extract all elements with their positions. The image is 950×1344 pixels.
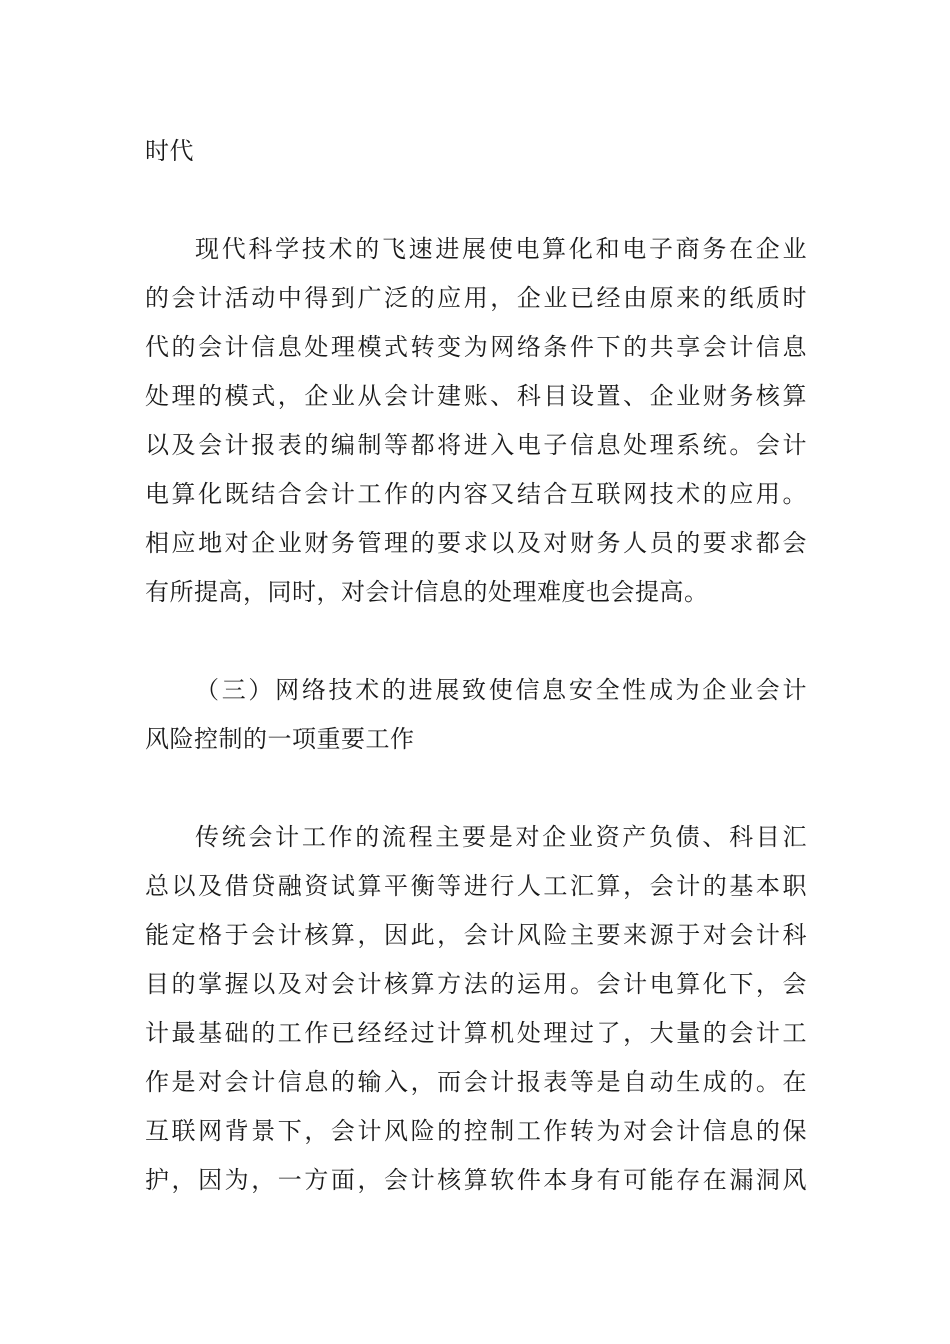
paragraph-2	[145, 813, 807, 1205]
paragraph-gap	[145, 617, 807, 666]
section-heading-line: （三）网络技术的进展致使信息安全性成为企业会计	[195, 676, 807, 704]
paragraph-line: 有所提高，同时，对会计信息的处理难度也会提高。	[145, 578, 709, 606]
paragraph-line: 现代科学技术的飞速进展使电算化和电子商务在企业	[195, 235, 807, 263]
document-page	[145, 0, 807, 1205]
paragraph-1	[145, 225, 807, 617]
paragraph-line: 计最基础的工作已经经过计算机处理过了，大量的会计工	[145, 1019, 807, 1047]
paragraph-line: 传统会计工作的流程主要是对企业资产负债、科目汇	[195, 823, 807, 851]
paragraph-line: 能定格于会计核算，因此，会计风险主要来源于对会计科	[145, 921, 807, 949]
paragraph-line: 的会计活动中得到广泛的应用，企业已经由原来的纸质时	[145, 284, 807, 312]
section-heading	[145, 666, 807, 764]
section-heading-line: 风险控制的一项重要工作	[145, 725, 415, 753]
paragraph-line: 护，因为，一方面，会计核算软件本身有可能存在漏洞风	[145, 1166, 807, 1194]
paragraph-line: 电算化既结合会计工作的内容又结合互联网技术的应用。	[145, 480, 807, 508]
paragraph-line: 总以及借贷融资试算平衡等进行人工汇算，会计的基本职	[145, 872, 807, 900]
paragraph-gap	[145, 764, 807, 813]
paragraph-line: 以及会计报表的编制等都将进入电子信息处理系统。会计	[145, 431, 807, 459]
paragraph-gap	[145, 176, 807, 225]
paragraph-line: 互联网背景下，会计风险的控制工作转为对会计信息的保	[145, 1117, 807, 1145]
paragraph-line: 代的会计信息处理模式转变为网络条件下的共享会计信息	[145, 333, 807, 361]
paragraph-line: 目的掌握以及对会计核算方法的运用。会计电算化下，会	[145, 970, 807, 998]
paragraph-line: 作是对会计信息的输入，而会计报表等是自动生成的。在	[145, 1068, 807, 1096]
paragraph-line: 相应地对企业财务管理的要求以及对财务人员的要求都会	[145, 529, 807, 557]
paragraph-line: 处理的模式，企业从会计建账、科目设置、企业财务核算	[145, 382, 807, 410]
heading-fragment: 时代	[145, 137, 194, 165]
